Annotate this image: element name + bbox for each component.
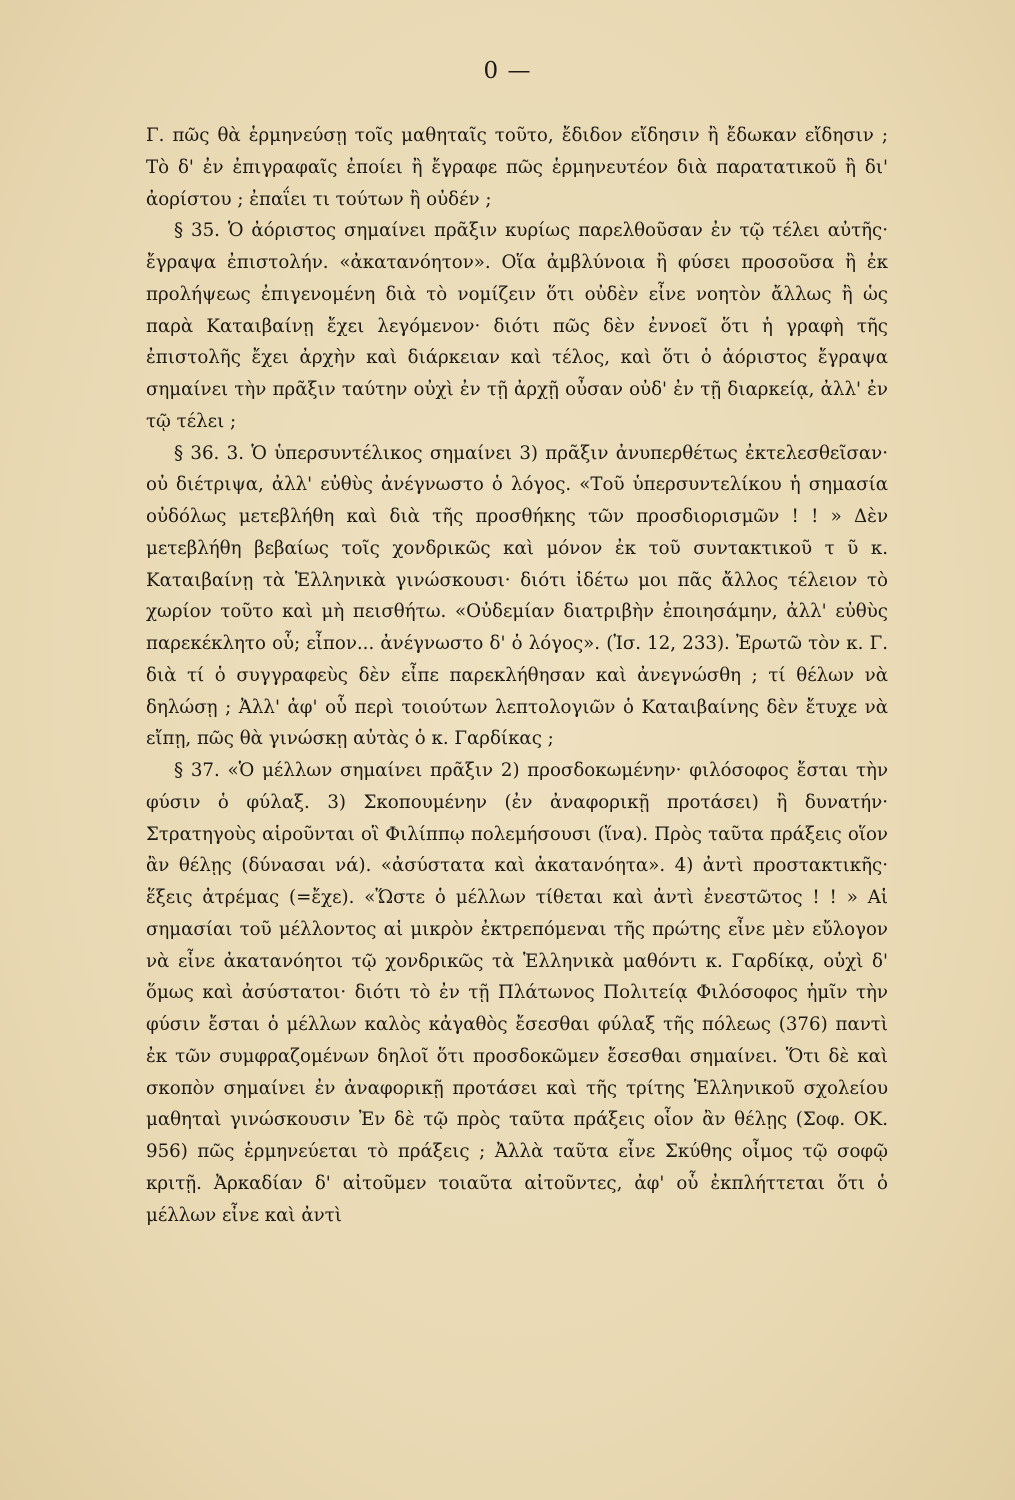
paragraph: Γ. πῶς θὰ ἑρμηνεύσῃ τοῖς μαθηταῖς τοῦτο, ἔδιδον εἴδησιν ἢ ἔδωκαν εἴδησιν ; Τὸ δ' ἐν ἐπιγραφαῖς ἐποίει ἢ ἔγραφε πῶς ἑρμηνευτέον διὰ παρατατικοῦ ἢ δι' ἀορίστου ; ἐπαΐει τι τούτων ἢ οὐδέν ; bbox=[146, 125, 888, 210]
paragraph-37: § 37. «Ὁ μέλλων σημαίνει πρᾶξιν 2) προσδοκωμένην· φιλόσοφος ἔσται τὴν φύσιν ὁ φύλαξ. 3) Σκοπουμένην (ἐν ἀναφορικῇ προτάσει) ἢ δυνατήν· Στρατηγοὺς αἱροῦνται οἳ Φιλίππῳ πολεμήσουσι (ἵνα). Πρὸς ταῦτα πράξεις οἵον ἂν θέλῃς (δύνασαι νά). «ἀσύστατα καὶ ἀκατανόητα». 4) ἀντὶ προστακτικῆς· ἕξεις ἀτρέμας (=ἔχε). «Ὥστε ὁ μέλλων τίθεται καὶ ἀντὶ ἐνεστῶτος ! ! » Αἱ σημασίαι τοῦ μέλλοντος αἱ μικρὸν ἐκτρεπόμεναι τῆς πρώτης εἶνε μὲν εὔλογον νὰ εἶνε ἀκατανόητοι τῷ χονδρικῶς τὰ Ἑλληνικὰ μαθόντι κ. Γαρδίκᾳ, οὐχὶ δ' ὅμως καὶ ἀσύστατοι· διότι τὸ ἐν τῇ Πλάτωνος Πολιτείᾳ Φιλόσοφος ἡμῖν τὴν φύσιν ἔσται ὁ μέλλων καλὸς κἀγαθὸς ἔσεσθαι φύλαξ τῆς πόλεως (376) παντὶ ἐκ τῶν συμφραζομένων δηλοῖ ὅτι προσδοκῶμεν ἔσεσθαι σημαίνει. Ὅτι δὲ καὶ σκοπὸν σημαίνει ἐν ἀναφορικῇ προτάσει καὶ τῆς τρίτης Ἑλληνικοῦ σχολείου μαθηταὶ γινώσκουσιν Ἐν δὲ τῷ πρὸς ταῦτα πράξεις οἷον ἂν θέλῃς (Σοφ. ΟΚ. 956) πῶς ἑρμηνεύεται τὸ πράξεις ; Ἀλλὰ ταῦτα εἶνε Σκύθης οἶμος τῷ σοφῷ κριτῇ. Ἀρκαδίαν δ' αἰτοῦμεν τοιαῦτα αἰτοῦντες, ἀφ' οὗ ἐκπλήττεται ὅτι ὁ μέλλων εἶνε καὶ ἀντὶ bbox=[146, 760, 888, 1226]
page-body bbox=[146, 120, 888, 1231]
page-header: 0 — bbox=[483, 58, 532, 84]
paragraph-35: § 35. Ὁ ἀόριστος σημαίνει πρᾶξιν κυρίως παρελθοῦσαν ἐν τῷ τέλει αὐτῆς· ἔγραψα ἐπιστολήν. «ἀκατανόητον». Οἵα ἀμβλύνοια ἢ φύσει προσοῦσα ἢ ἐκ προλήψεως ἐπιγενομένη διὰ τὸ νομίζειν ὅτι οὐδὲν εἶνε νοητὸν ἄλλως ἢ ὡς παρὰ Καταιβαίνῃ ἔχει λεγόμενον· διότι πῶς δὲν ἐννοεῖ ὅτι ἡ γραφὴ τῆς ἐπιστολῆς ἔχει ἀρχὴν καὶ διάρκειαν καὶ τέλος, καὶ ὅτι ὁ ἀόριστος ἔγραψα σημαίνει τὴν πρᾶξιν ταύτην οὐχὶ ἐν τῇ ἀρχῇ οὖσαν οὐδ' ἐν τῇ διαρκείᾳ, ἀλλ' ἐν τῷ τέλει ; bbox=[146, 220, 888, 432]
paragraph-36: § 36. 3. Ὁ ὑπερσυντέλικος σημαίνει 3) πρᾶξιν ἀνυπερθέτως ἐκτελεσθεῖσαν· οὐ διέτριψα, ἀλλ' εὐθὺς ἀνέγνωστο ὁ λόγος. «Τοῦ ὑπερσυντελίκου ἡ σημασία οὐδόλως μετεβλήθη καὶ διὰ τῆς προσθήκης τῶν προσδιορισμῶν ! ! » Δὲν μετεβλήθη βεβαίως τοῖς χονδρικῶς καὶ μόνον ἐκ τοῦ συντακτικοῦ τ ῦ κ. Καταιβαίνῃ τὰ Ἑλληνικὰ γινώσκουσι· διότι ἰδέτω μοι πᾶς ἄλλος τέλειον τὸ χωρίον τοῦτο καὶ μὴ πεισθήτω. «Οὐδεμίαν διατριβὴν ἐποιησάμην, ἀλλ' εὐθὺς παρεκέκλητο οὗ; εἶπον... ἀνέγνωστο δ' ὁ λόγος». (Ἰσ. 12, 233). Ἐρωτῶ τὸν κ. Γ. διὰ τί ὁ συγγραφεὺς δὲν εἶπε παρεκλήθησαν καὶ ἀνεγνώσθη ; τί θέλων νὰ δηλώσῃ ; Ἀλλ' ἀφ' οὗ περὶ τοιούτων λεπτολογιῶν ὁ Καταιβαίνης δὲν ἔτυχε νὰ εἴπῃ, πῶς θὰ γινώσκῃ αὐτὰς ὁ κ. Γαρδίκας ; bbox=[146, 442, 888, 750]
